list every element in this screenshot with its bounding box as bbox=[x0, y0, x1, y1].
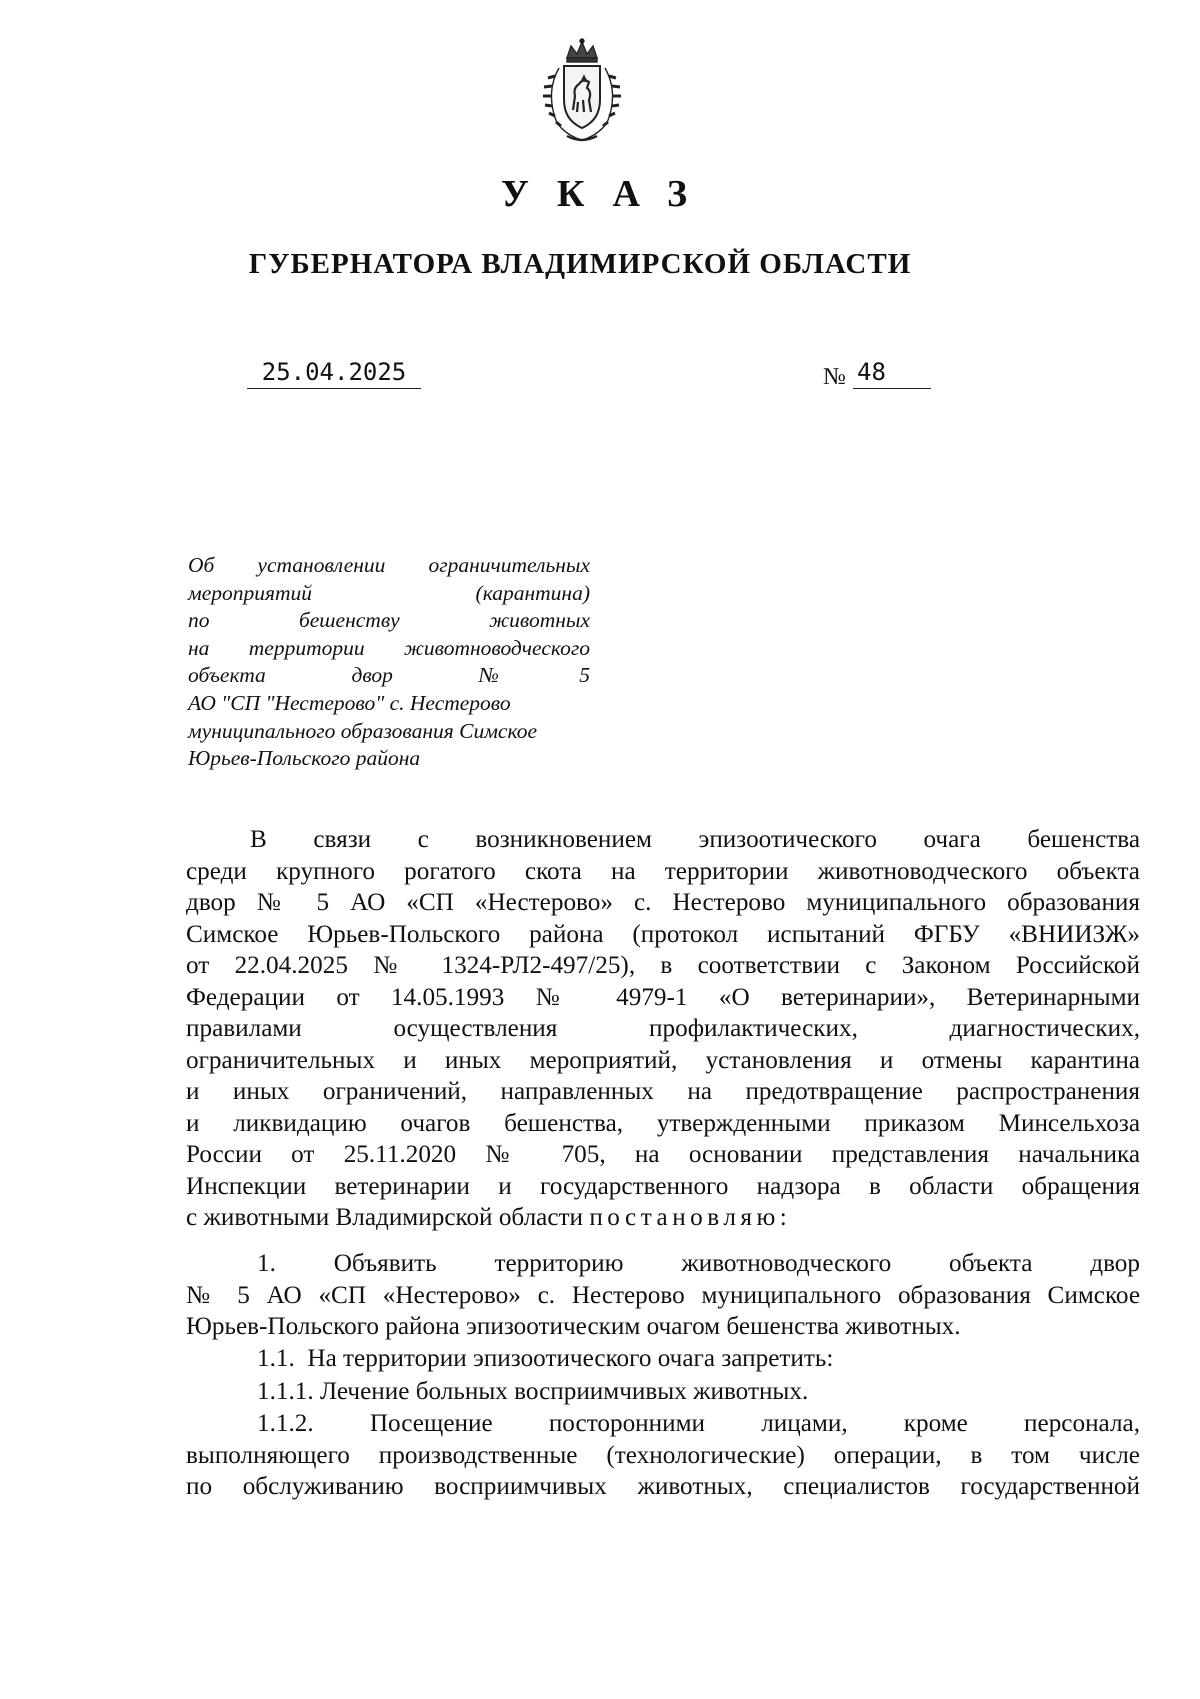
clause-1-1-2 bbox=[186, 1408, 1140, 1503]
document-number: 48 bbox=[853, 358, 931, 389]
heading-line: по бешенству животных bbox=[188, 608, 590, 633]
clause-line: № 5 АО «СП «Нестерово» с. Нестерово муниципального образования Симское bbox=[186, 1281, 1140, 1309]
decree-word: постановляю: bbox=[589, 1204, 792, 1231]
document-date: 25.04.2025 bbox=[247, 358, 421, 389]
document-title: УКАЗ bbox=[501, 173, 715, 215]
coat-of-arms-emblem bbox=[537, 38, 627, 146]
clause-line: 1.1.2. Посещение посторонними лицами, кроме персонала, bbox=[257, 1410, 1140, 1437]
clause-line: 1.1. На территории эпизоотического очага запретить: bbox=[257, 1345, 834, 1372]
preamble-line: России от 25.11.2020 № 705, на основании представления начальника bbox=[186, 1141, 1140, 1168]
document-heading bbox=[188, 552, 590, 773]
heading-line: Юрьев-Польского района bbox=[188, 746, 421, 771]
heading-line: муниципального образования Симское bbox=[188, 718, 538, 743]
preamble-line: ограничительных и иных мероприятий, установления и отмены карантина bbox=[186, 1046, 1140, 1074]
clause-line: Юрьев-Польского района эпизоотическим очагом бешенства животных. bbox=[186, 1313, 961, 1340]
preamble-line: двор № 5 АО «СП «Нестерово» с. Нестерово муниципального образования bbox=[186, 889, 1140, 916]
preamble-paragraph bbox=[186, 824, 1140, 1234]
clause-1-1-1 bbox=[186, 1376, 1140, 1408]
clause-line: 1.1.1. Лечение больных восприимчивых животных. bbox=[257, 1378, 809, 1405]
preamble-line: и ликвидацию очагов бешенства, утвержденными приказом Минсельхоза bbox=[186, 1109, 1140, 1137]
heading-line: АО "СП "Нестерово" с. Нестерово bbox=[188, 690, 511, 715]
preamble-line: и иных ограничений, направленных на предотвращение распространения bbox=[186, 1078, 1140, 1105]
heading-line: Об установлении ограничительных bbox=[188, 553, 590, 577]
clause-line: по обслуживанию восприимчивых животных, специалистов государственной bbox=[186, 1473, 1140, 1500]
preamble-line: В связи с возникновением эпизоотического очага бешенства bbox=[250, 826, 1140, 853]
number-sign: № bbox=[823, 364, 846, 390]
heading-line: мероприятий (карантина) bbox=[188, 580, 590, 605]
preamble-last-text: с животными Владимирской области bbox=[186, 1204, 590, 1231]
preamble-line bbox=[186, 1202, 1140, 1234]
preamble-line: Симское Юрьев-Польского района (протокол испытаний ФГБУ «ВНИИЗЖ» bbox=[186, 920, 1140, 948]
preamble-line: от 22.04.2025 № 1324-РЛ2-497/25), в соответствии с Законом Российской bbox=[186, 952, 1140, 979]
preamble-line: Инспекции ветеринарии и государственного надзора в области обращения bbox=[186, 1172, 1140, 1200]
heading-line: объекта двор №5 bbox=[188, 663, 590, 688]
heading-line: на территории животноводческого bbox=[188, 635, 590, 660]
preamble-line: правилами осуществления профилактических, диагностических, bbox=[186, 1015, 1140, 1042]
clause-line: 1. Объявить территорию животноводческого объекта двор bbox=[257, 1250, 1140, 1277]
clause-1 bbox=[186, 1248, 1140, 1343]
clause-line: выполняющего производственные (технологические) операции, в том числе bbox=[186, 1441, 1140, 1469]
issuing-authority: ГУБЕРНАТОРА ВЛАДИМИРСКОЙ ОБЛАСТИ bbox=[248, 248, 912, 280]
clause-1-1 bbox=[186, 1343, 1140, 1375]
preamble-line: среди крупного рогатого скота на территории животноводческого объекта bbox=[186, 857, 1140, 885]
preamble-line: Федерации от 14.05.1993 № 4979-1 «О ветеринарии», Ветеринарными bbox=[186, 983, 1140, 1011]
